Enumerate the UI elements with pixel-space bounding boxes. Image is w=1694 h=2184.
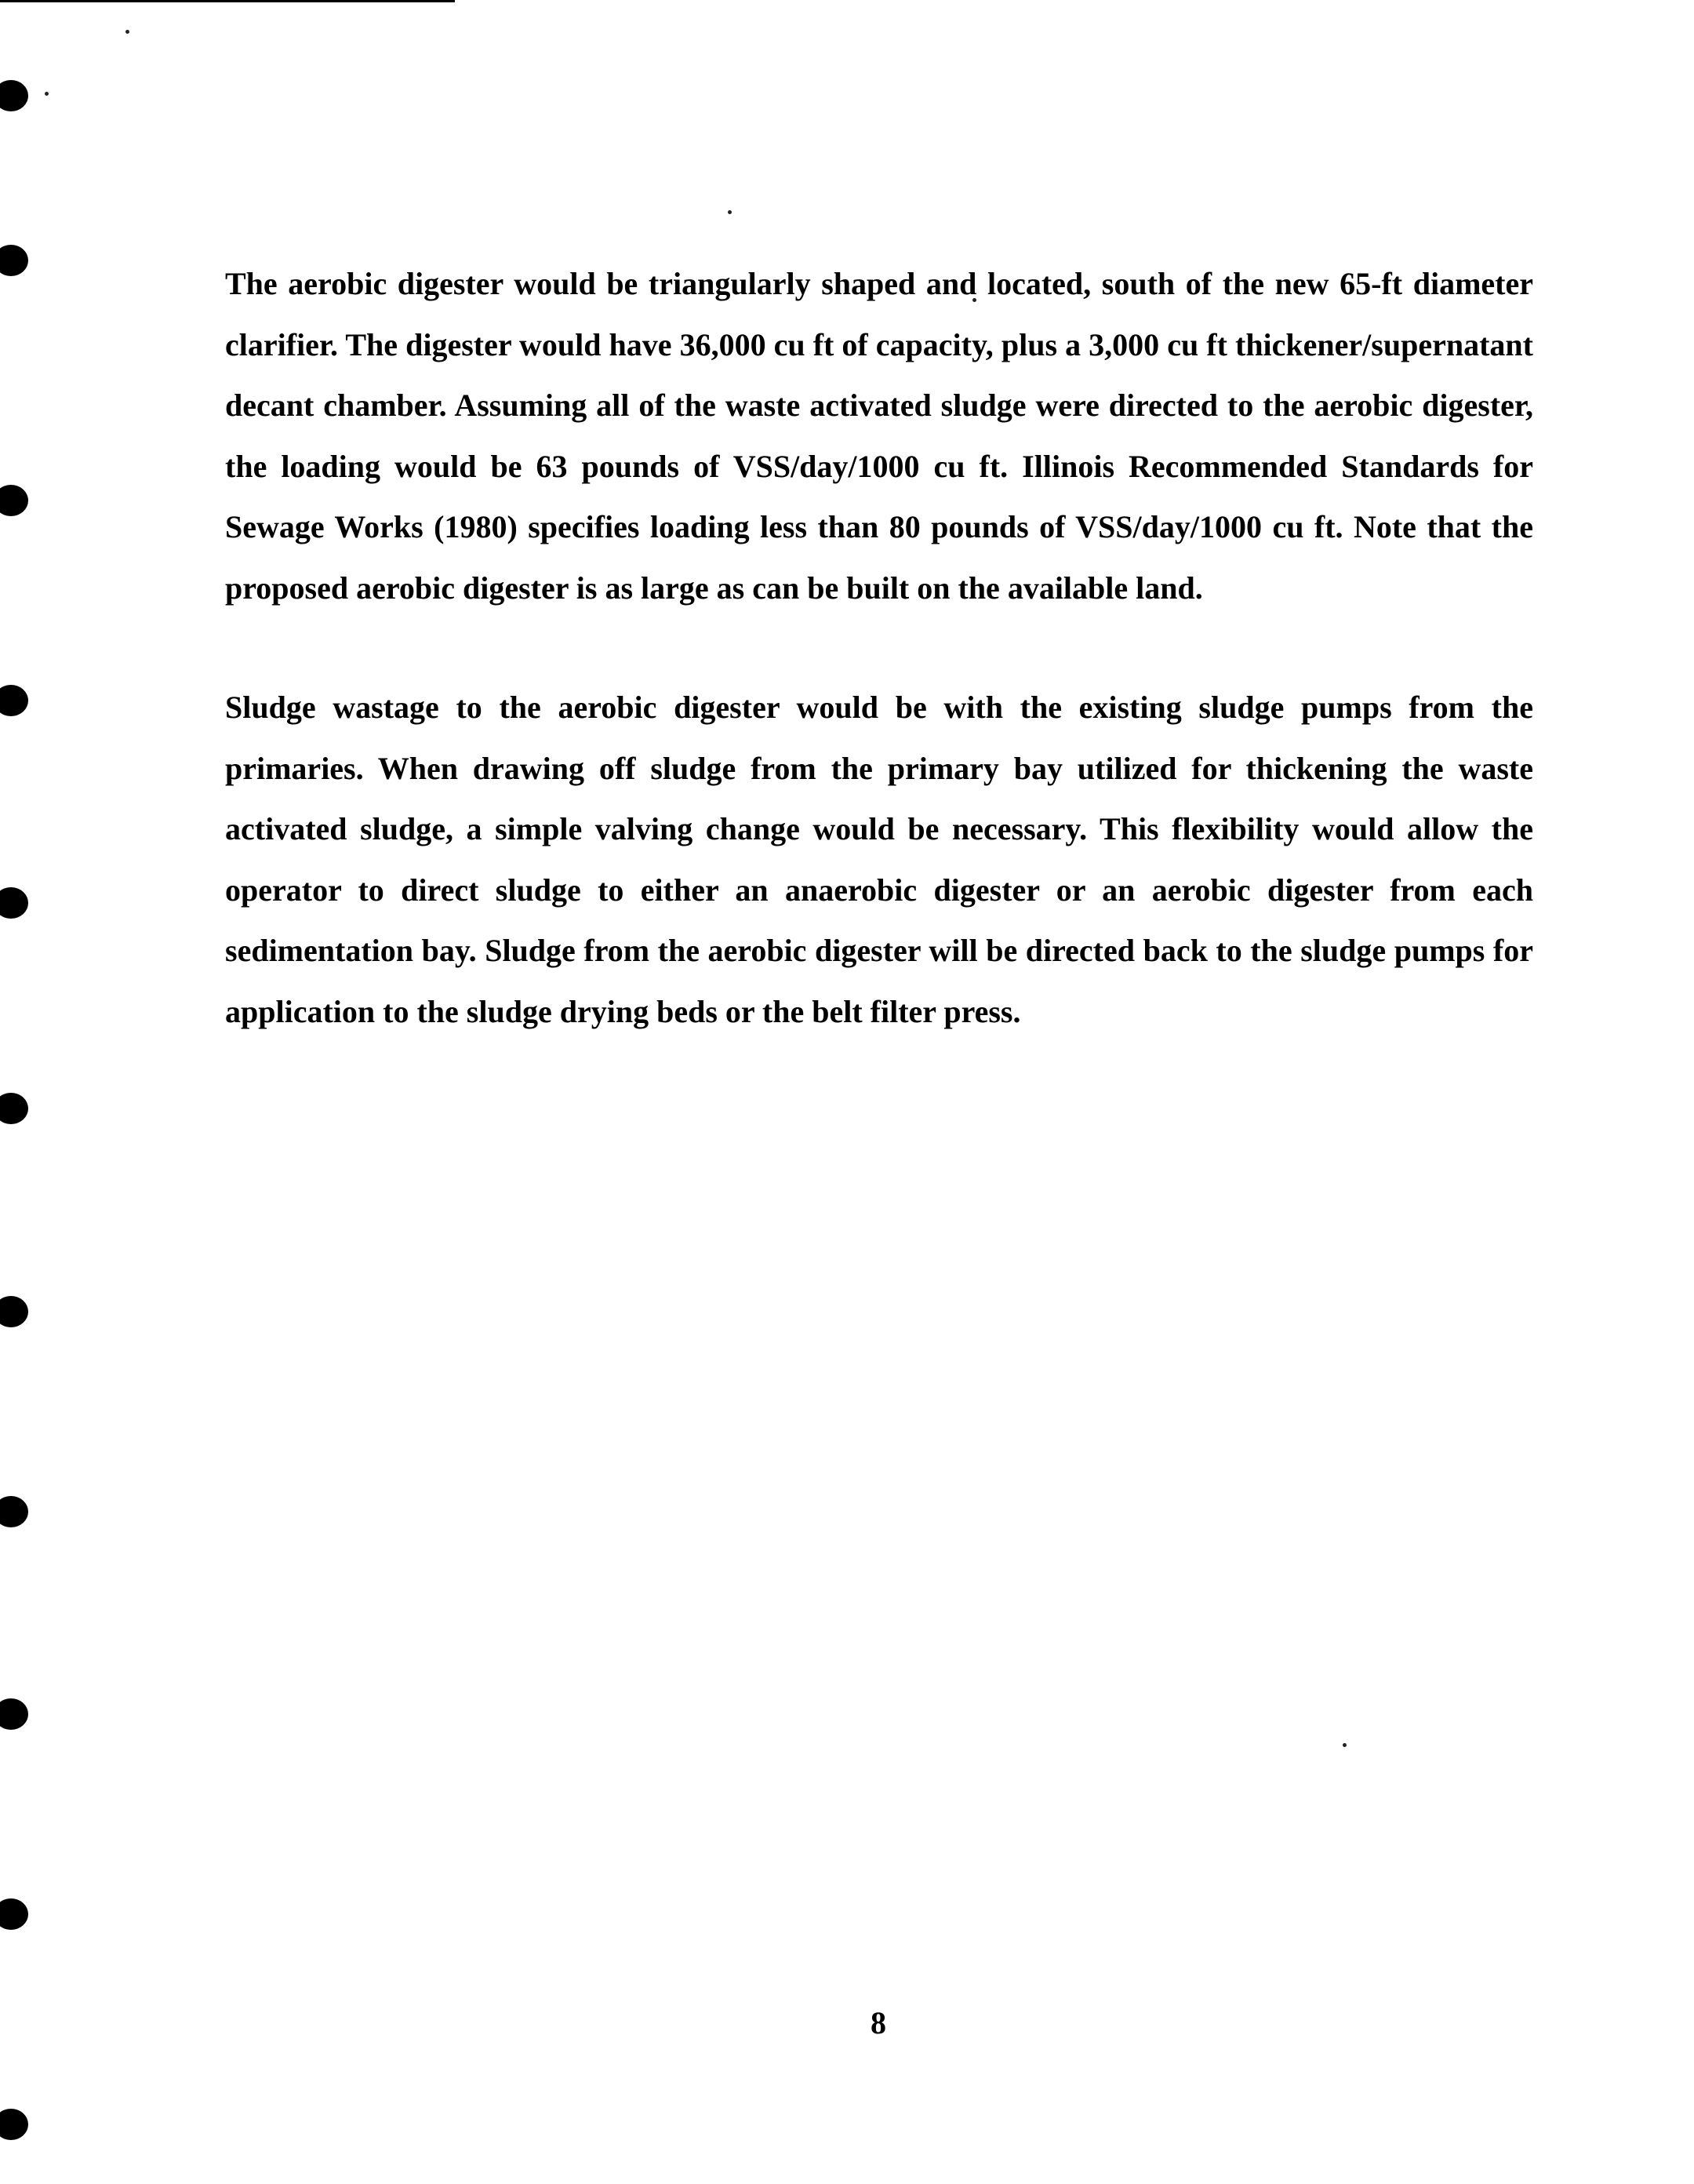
binder-hole — [0, 485, 28, 516]
binder-hole — [0, 685, 28, 716]
scan-speck — [728, 210, 732, 214]
binder-hole — [0, 1296, 28, 1327]
binder-hole — [0, 80, 28, 111]
scan-speck — [125, 30, 129, 34]
paragraph: Sludge wastage to the aerobic digester would be with the existing sludge pumps from the primaries. When drawing off sludge from the primary bay utilized for thickening the waste activated sludge, a simple valving change would be necessary. This flexibility would allow the operator to direct sludge to either an anaerobic digester or an aerobic digester from each sedimentation bay. Sludge from the aerobic digester will be directed back to the sludge pumps for application to the sludge drying beds or the belt filter press. — [225, 690, 1533, 1029]
binder-hole — [0, 2109, 28, 2140]
binder-hole — [0, 1698, 28, 1730]
binder-hole — [0, 887, 28, 919]
binder-hole — [0, 1898, 28, 1930]
page-number: 8 — [871, 2005, 886, 2040]
scan-speck — [45, 92, 49, 96]
scan-speck — [1343, 1743, 1347, 1747]
binder-hole — [0, 1496, 28, 1527]
binder-hole — [0, 245, 28, 276]
paragraph: The aerobic digester would be triangularly shaped and located, south of the new 65-ft diameter clarifier. The digester would have 36,000 cu ft of capacity, plus a 3,000 cu ft thickener/supernatant decant chamber. Assuming all of the waste activated sludge were directed to the aerobic digester, the loading would be 63 pounds of VSS/day/1000 cu ft. Illinois Recommended Standards for Sewage Works (1980) specifies loading less than 80 pounds of VSS/day/1000 cu ft. Note that the proposed aerobic digester is as large as can be built on the available land. — [225, 266, 1533, 606]
top-rule — [0, 0, 455, 2]
binder-hole — [0, 1093, 28, 1124]
